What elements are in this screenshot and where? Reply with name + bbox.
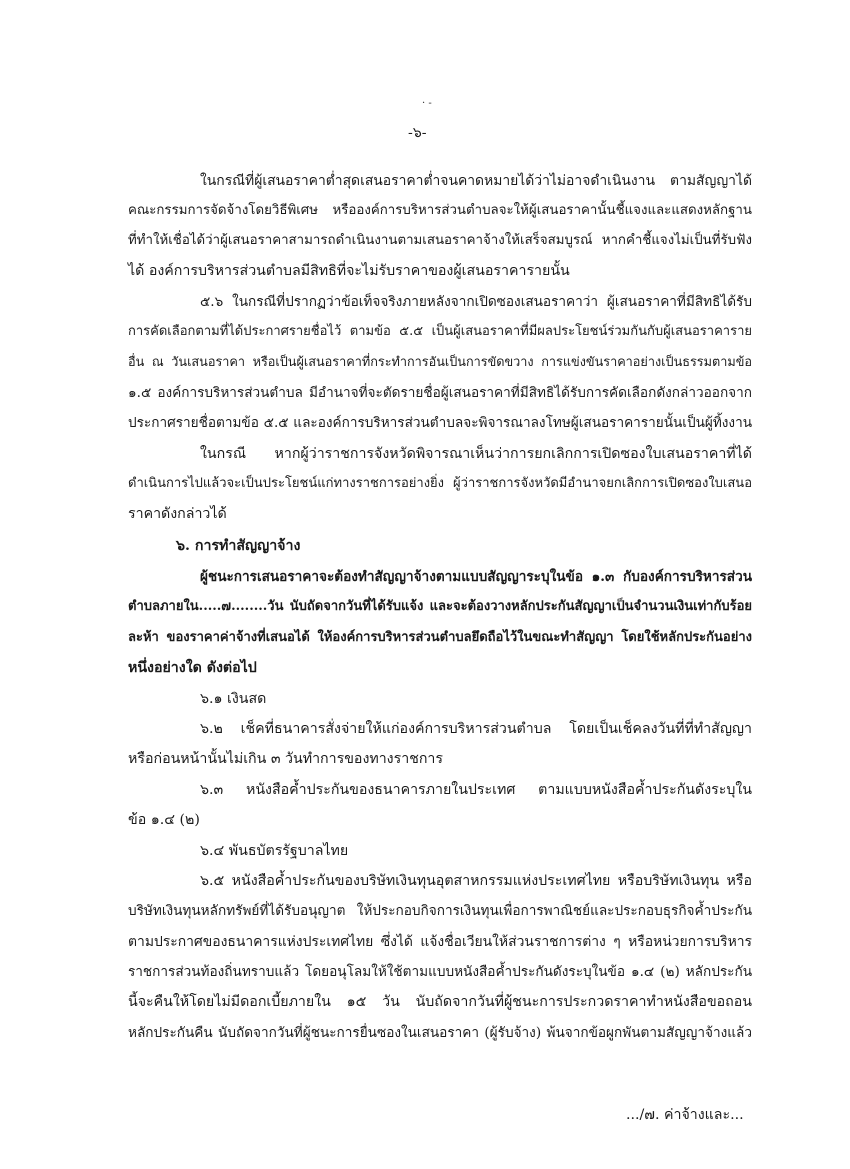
paragraph-line: ราคาดังกล่าวได้ — [128, 506, 227, 522]
list-item-continued: หลักประกันคืน นับถัดจากวันที่ผู้ชนะการยื่นซองในเสนอราคา (ผู้รับจ้าง) พ้นจากข้อผูกพันตามสัญญาจ้างแล้ว — [128, 1025, 752, 1041]
list-item-continued: บริษัทเงินทุนหลักทรัพย์ที่ได้รับอนุญาต ให้ประกอบกิจการเงินทุนเพื่อการพาณิชย์และประกอบธุรกิจค้ำประกัน — [128, 903, 752, 919]
continuation-note: .../๗. ค่าจ้างและ... — [626, 1107, 744, 1123]
list-item-continued: หรือก่อนหน้านั้นไม่เกิน ๓ วันทำการของทางราชการ — [128, 751, 444, 767]
section-heading: ๖. การทำสัญญาจ้าง — [176, 538, 301, 554]
paragraph-line: ผู้ชนะการเสนอราคาจะต้องทำสัญญาจ้างตามแบบสัญญาระบุในข้อ ๑.๓ กับองค์การบริหารส่วน — [200, 569, 752, 585]
paragraph-line: ในกรณีที่ผู้เสนอราคาต่ำสุดเสนอราคาต่ำจนคาดหมายได้ว่าไม่อาจดำเนินงาน ตามสัญญาได้ — [200, 173, 752, 189]
scan-marks: · - — [422, 98, 432, 109]
list-item: ๖.๕ หนังสือค้ำประกันของบริษัทเงินทุนอุตสาหกรรมแห่งประเทศไทย หรือบริษัทเงินทุน หรือ — [200, 873, 752, 889]
paragraph-line: ดำเนินการไปแล้วจะเป็นประโยชน์แก่ทางราชการอย่างยิ่ง ผู้ว่าราชการจังหวัดมีอำนาจยกเลิกการเปิดซองใบเสนอ — [128, 476, 752, 491]
paragraph-line: การคัดเลือกตามที่ได้ประกาศรายชื่อไว้ ตามข้อ ๕.๕ เป็นผู้เสนอราคาที่มีผลประโยชน์ร่วมกันกับผู้เสนอราคาราย — [128, 324, 752, 339]
list-item-continued: ข้อ ๑.๔ (๒) — [128, 812, 200, 828]
paragraph-line: ๑.๕ องค์การบริหารส่วนตำบล มีอำนาจที่จะตัดรายชื่อผู้เสนอราคาที่มีสิทธิได้รับการคัดเลือกดังกล่าวออกจาก — [128, 385, 752, 401]
paragraph-line: ตำบลภายใน.....๗........วัน นับถัดจากวันที่ได้รับแจ้ง และจะต้องวางหลักประกันสัญญาเป็นจำนวนเงินเท่ากับร้อย — [128, 599, 752, 614]
list-item: ๖.๑ เงินสด — [200, 691, 267, 707]
list-item-continued: นี้จะคืนให้โดยไม่มีดอกเบี้ยภายใน ๑๕ วัน นับถัดจากวันที่ผู้ชนะการประกวดราคาทำหนังสือขอถอน — [128, 994, 752, 1010]
paragraph-line: ประกาศรายชื่อตามข้อ ๕.๕ และองค์การบริหารส่วนตำบลจะพิจารณาลงโทษผู้เสนอราคารายนั้นเป็นผู้ทิ้งงาน — [128, 415, 752, 431]
paragraph-line: ได้ องค์การบริหารส่วนตำบลมีสิทธิที่จะไม่รับราคาของผู้เสนอราคารายนั้น — [128, 263, 570, 279]
list-item: ๖.๓ หนังสือค้ำประกันของธนาคารภายในประเทศ ตามแบบหนังสือค้ำประกันดังระบุใน — [200, 782, 752, 798]
paragraph-line: คณะกรรมการจัดจ้างโดยวิธีพิเศษ หรือองค์การบริหารส่วนตำบลจะให้ผู้เสนอราคานั้นชี้แจงและแสดงหลักฐาน — [128, 203, 752, 218]
list-item-continued: ราชการส่วนท้องถิ่นทราบแล้ว โดยอนุโลมให้ใช้ตามแบบหนังสือค้ำประกันดังระบุในข้อ ๑.๔ (๒) หลักประกัน — [128, 964, 752, 980]
paragraph-line: ในกรณี หากผู้ว่าราชการจังหวัดพิจารณาเห็นว่าการยกเลิกการเปิดซองใบเสนอราคาที่ได้ — [200, 446, 752, 462]
paragraph-line: ละห้า ของราคาค่าจ้างที่เสนอได้ ให้องค์การบริหารส่วนตำบลยึดถือไว้ในขณะทำสัญญา โดยใช้หลักประกันอย่าง — [128, 630, 752, 645]
page-number: -๖- — [408, 125, 427, 141]
list-item: ๖.๔ พันธบัตรรัฐบาลไทย — [200, 843, 349, 859]
paragraph-line: ที่ทำให้เชื่อได้ว่าผู้เสนอราคาสามารถดำเนินงานตามเสนอราคาจ้างให้เสร็จสมบูรณ์ หากคำชี้แจงไม่เป็นที่รับฟัง — [128, 233, 752, 248]
paragraph-line: ๕.๖ ในกรณีที่ปรากฏว่าข้อเท็จจริงภายหลังจากเปิดซองเสนอราคาว่า ผู้เสนอราคาที่มีสิทธิได้รับ — [200, 294, 752, 310]
paragraph-line: อื่น ณ วันเสนอราคา หรือเป็นผู้เสนอราคาที่กระทำการอันเป็นการขัดขวาง การแข่งขันราคาอย่างเป็นธรรมตามข้อ — [128, 354, 752, 369]
list-item-continued: ตามประกาศของธนาคารแห่งประเทศไทย ซึ่งได้ แจ้งชื่อเวียนให้ส่วนราชการต่าง ๆ หรือหน่วยการบริหาร — [128, 934, 752, 950]
list-item: ๖.๒ เช็คที่ธนาคารสั่งจ่ายให้แก่องค์การบริหารส่วนตำบล โดยเป็นเช็คลงวันที่ที่ทำสัญญา — [200, 721, 752, 737]
paragraph-line: หนึ่งอย่างใด ดังต่อไป — [128, 660, 257, 676]
